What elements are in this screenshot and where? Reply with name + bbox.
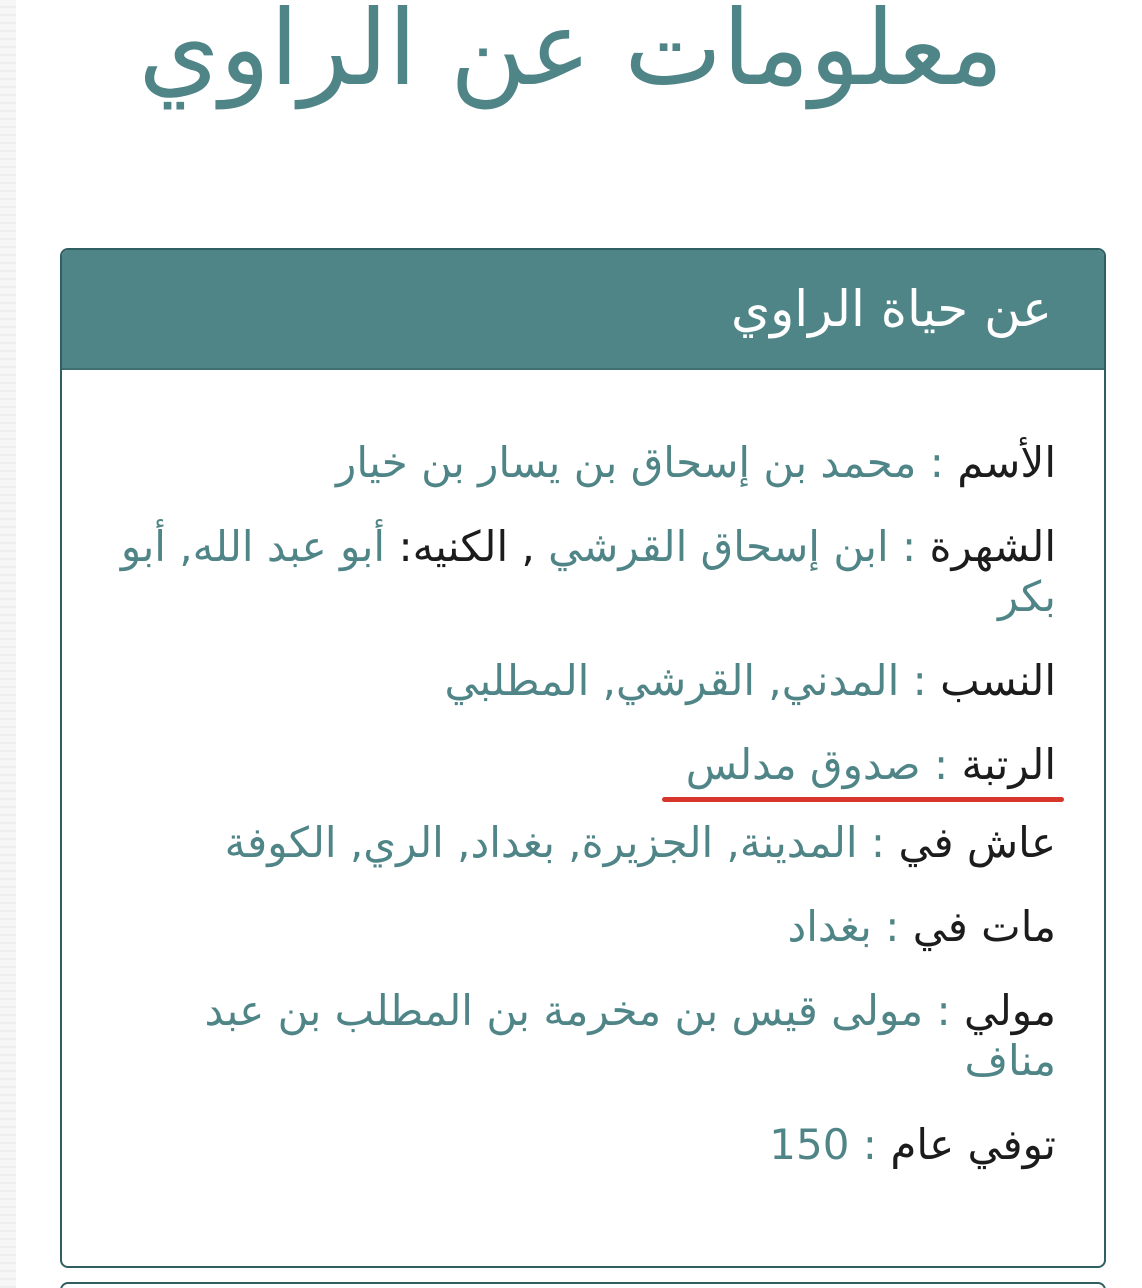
row-value: المدينة, الجزيرة, بغداد, الري, الكوفة bbox=[224, 818, 858, 867]
info-row-death-year bbox=[110, 1120, 1056, 1170]
card-header bbox=[62, 250, 1104, 370]
row-value: مولى قيس بن مخرمة بن المطلب بن عبد مناف bbox=[204, 986, 1056, 1085]
row-label: الأسم bbox=[957, 438, 1056, 487]
row-separator: : bbox=[888, 522, 930, 571]
row-label-kunya: , الكنيه: bbox=[385, 522, 549, 571]
row-separator: : bbox=[849, 1120, 891, 1169]
row-value: المدني, القرشي, المطلبي bbox=[444, 656, 900, 705]
row-value: صدوق مدلس bbox=[685, 740, 921, 789]
row-separator: : bbox=[923, 986, 964, 1035]
narrator-info-card bbox=[60, 248, 1106, 1268]
row-separator: : bbox=[857, 818, 899, 867]
info-row-lived-in bbox=[110, 818, 1056, 868]
info-row-lineage bbox=[110, 656, 1056, 706]
row-label: مولي bbox=[964, 986, 1056, 1035]
next-card-edge bbox=[60, 1282, 1106, 1288]
info-row-grade bbox=[686, 740, 1056, 798]
decorative-side-pattern bbox=[0, 0, 16, 1288]
row-label: مات في bbox=[912, 902, 1056, 951]
info-row-fame bbox=[110, 522, 1056, 622]
row-label: عاش في bbox=[898, 818, 1056, 867]
info-row-died-in bbox=[110, 902, 1056, 952]
row-value: محمد بن إسحاق بن يسار بن خيار bbox=[336, 438, 917, 487]
row-label: توفي عام bbox=[890, 1120, 1056, 1169]
card-body bbox=[62, 370, 1104, 1170]
row-value: 150 bbox=[769, 1120, 850, 1169]
row-separator: : bbox=[916, 438, 958, 487]
row-separator: : bbox=[899, 656, 941, 705]
info-row-name bbox=[110, 438, 1056, 488]
row-value: بغداد bbox=[787, 902, 872, 951]
row-label: النسب bbox=[940, 656, 1056, 705]
row-label: الشهرة bbox=[929, 522, 1056, 571]
highlight-underline bbox=[662, 797, 1064, 802]
card-header-title: عن حياة الراوي bbox=[731, 280, 1052, 338]
row-separator: : bbox=[920, 740, 962, 789]
info-row-mawla bbox=[110, 986, 1056, 1086]
row-label: الرتبة bbox=[961, 740, 1056, 789]
row-separator: : bbox=[871, 902, 913, 951]
page-title: معلومات عن الراوي bbox=[138, 0, 1004, 109]
row-value-kunya: أبو عبد الله, أبو بكر bbox=[120, 522, 1056, 621]
row-value: ابن إسحاق القرشي bbox=[548, 522, 889, 571]
